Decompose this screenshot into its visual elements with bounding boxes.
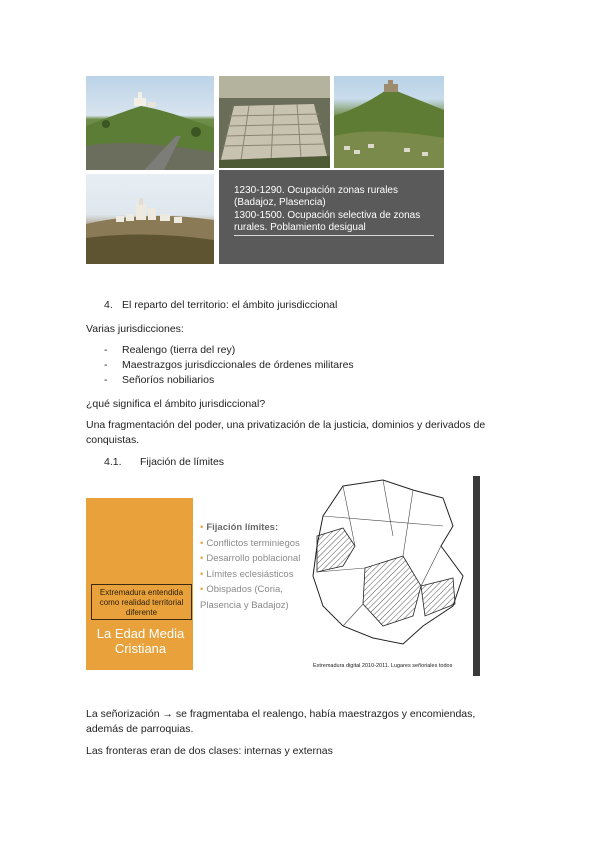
edad-media-title: La Edad Media Cristiana xyxy=(96,626,185,656)
extremadura-map xyxy=(303,476,473,676)
slide-edge-bar xyxy=(473,476,480,676)
list-bullet: - xyxy=(104,374,108,386)
divider xyxy=(234,235,434,236)
list-bullet: - xyxy=(104,344,108,356)
question: ¿qué significa el ámbito jurisdiccional? xyxy=(86,398,266,410)
map-caption: Extremadura digital 2010-2011. Lugares señoriales todos xyxy=(313,663,453,669)
slide-list-item: Obispados (Coria, Plasencia y Badajoz) xyxy=(200,584,289,611)
orange-title-box xyxy=(86,498,193,670)
castle-hill-road-photo xyxy=(86,76,214,170)
timeline-line-1: 1230-1290. Ocupación zonas rurales (Badajoz, Plasencia) xyxy=(234,185,398,208)
list-item: Señoríos nobiliarios xyxy=(122,374,215,386)
fronteras-paragraph: Las fronteras eran de dos clases: internas y externas xyxy=(86,745,333,757)
slide-list-item: Límites eclesiásticos xyxy=(206,568,294,580)
slide-bullet-list: • Fijación límites: • Conflictos terminiegos • Desarrollo poblacional • Límites eclesiásticos • Obispados (Coria, Plasencia y Badajoz) xyxy=(200,522,301,611)
section-4-1-title: Fijación de límites xyxy=(140,456,225,468)
list-bullet: - xyxy=(104,359,108,371)
slide-list-head: Fijación límites: xyxy=(206,522,279,533)
varias-jurisdicciones: Varias jurisdicciones: xyxy=(86,323,184,335)
list-item: Maestrazgos jurisdiccionales de órdenes militares xyxy=(122,359,354,371)
section-4-title: El reparto del territorio: el ámbito jurisdiccional xyxy=(122,299,338,311)
list-item: Realengo (tierra del rey) xyxy=(122,344,236,356)
village-hill-photo xyxy=(86,174,214,264)
extremadura-note: Extremadura entendida como realidad territorial diferente xyxy=(91,584,192,620)
senorizacion-paragraph: La señorización → se fragmentaba el realengo, había maestrazgos y encomiendas, además de parroquias. xyxy=(86,708,476,735)
castle-hilltop-photo xyxy=(334,76,444,168)
slide-list-item: Conflictos terminiegos xyxy=(206,537,300,549)
section-4-1-number: 4.1. xyxy=(104,456,122,468)
aerial-town-photo xyxy=(219,76,330,168)
timeline-line-2: 1300-1500. Ocupación selectiva de zonas rurales. Poblamiento desigual xyxy=(234,210,421,233)
section-4-number: 4. xyxy=(104,299,113,311)
answer: Una fragmentación del poder, una privatización de la justicia, dominios y derivados de conquistas. xyxy=(86,419,486,446)
slide-list-item: Desarrollo poblacional xyxy=(206,553,301,564)
timeline-infobox xyxy=(219,170,444,264)
